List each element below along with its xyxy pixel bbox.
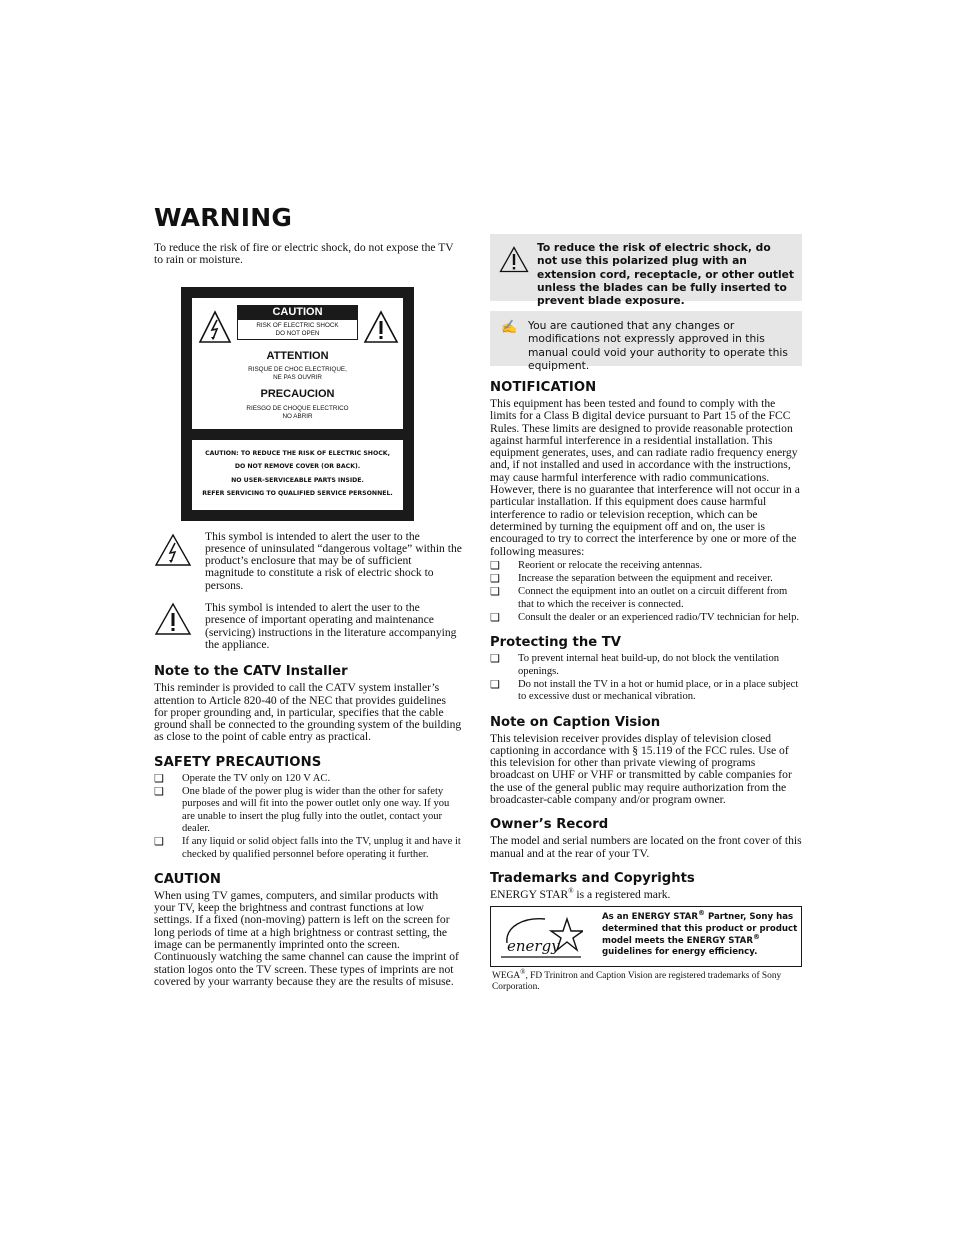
energy-star-line (490, 889, 802, 901)
trademarks-heading: Trademarks and Copyrights (490, 870, 695, 886)
precaucion-heading: PRECAUCION (260, 387, 335, 400)
pen-note-icon: ✍ (501, 319, 518, 334)
label-lower-line4: REFER SERVICING TO QUALIFIED SERVICE PERSONNEL. (202, 490, 393, 498)
notification-list (490, 560, 802, 624)
wega-name: WEGA (492, 971, 521, 982)
catv-body: This reminder is provided to call the CATV system installer’s attention to Article 820-40 of the NEC that provides guidelines for proper grounding and, in particular, specifies that the cable ground shall be connected to the grounding system of the building as close to the point of cable entry as practical. (154, 681, 462, 744)
energy-logo-text: energy (507, 937, 560, 956)
energy-star-name: ENERGY STAR (490, 887, 569, 901)
attention-heading: ATTENTION (266, 349, 329, 362)
label-lower-line3: NO USER-SERVICEABLE PARTS INSIDE. (231, 476, 364, 484)
safety-item-text: Operate the TV only on 120 V AC. (182, 772, 331, 784)
caution-label (181, 287, 414, 521)
caution-sub (237, 320, 358, 340)
notification-item-text: Connect the equipment into an outlet on a circuit different from that to which the receiver is connected. (518, 586, 788, 610)
notification-item-text: Increase the separation between the equipment and receiver. (518, 573, 773, 585)
protecting-heading: Protecting the TV (490, 635, 621, 651)
energy-star-box (490, 906, 802, 967)
symbol-note-voltage (154, 531, 462, 592)
owners-body: The model and serial numbers are located on the front cover of this manual and at the rear of your TV. (490, 834, 802, 860)
page-title: WARNING (154, 203, 293, 232)
right-column (490, 234, 802, 992)
caution-body: When using TV games, computers, and similar products with your TV, keep the brightness and contrast functions at low settings. If a fixed (non-moving) pattern is left on the screen for long periods of time at a high brightness or contrast setting, the image can be permanently imprinted onto the screen. Continuously watching the same channel can cause the imprint of station logos onto the TV screen. These types of imprints are not covered by your warranty because they are the results of misuse. (154, 888, 459, 988)
caution-heading: CAUTION (237, 305, 358, 320)
attention-sub2: NE PAS OUVRIR (273, 373, 322, 381)
checkbox-bullet-icon: ❑ (490, 573, 500, 586)
safety-heading: SAFETY PRECAUTIONS (154, 754, 322, 770)
caution-label-upper (192, 298, 403, 429)
protecting-list (490, 653, 802, 703)
precaucion-sub2: NO ABRIR (282, 412, 313, 420)
exclamation-icon (499, 246, 529, 273)
checkbox-bullet-icon: ❑ (490, 678, 500, 691)
list-item (490, 586, 802, 611)
list-item (154, 836, 462, 861)
attention-sub1: RISQUE DE CHOC ELECTRIQUE, (248, 365, 347, 373)
list-item (490, 560, 802, 572)
electric-shock-icon (198, 310, 232, 344)
symbol-exclamation-text: This symbol is intended to alert the user to the presence of important operating and maintenance (servicing) instructions in the literature accompanying the appliance. (205, 601, 457, 651)
checkbox-bullet-icon: ❑ (490, 612, 500, 625)
checkbox-bullet-icon: ❑ (490, 586, 500, 599)
caution-label-lower (192, 440, 403, 510)
checkbox-bullet-icon: ❑ (154, 772, 164, 785)
catv-heading: Note to the CATV Installer (154, 664, 348, 680)
energy-star-suffix: is a registered mark. (573, 887, 671, 901)
label-lower-line1: CAUTION: TO REDUCE THE RISK OF ELECTRIC SHOCK, (205, 449, 390, 457)
energy-statement-part1: As an ENERGY STAR (602, 912, 698, 923)
checkbox-bullet-icon: ❑ (154, 786, 164, 799)
exclamation-icon (154, 602, 192, 636)
modifications-text: You are cautioned that any changes or modifications not expressly approved in this manual could void your authority to operate this equipment. (528, 319, 788, 372)
notification-item-text: Consult the dealer or an experienced radio/TV technician for help. (518, 612, 800, 624)
symbol-note-exclamation (154, 602, 462, 651)
list-item (490, 612, 802, 624)
owners-heading: Owner’s Record (490, 817, 609, 833)
safety-item-text: One blade of the power plug is wider than the other for safety purposes and will fit into the power outlet only one way. If you are unable to insert the plug fully into the outlet, contact your dealer. (182, 786, 450, 834)
symbol-voltage-text: This symbol is intended to alert the user to the presence of uninsulated “dangerous voltage” within the product’s enclosure that may be of sufficient magnitude to constitute a risk of electric shock to persons. (205, 529, 462, 592)
plug-warning-text: To reduce the risk of electric shock, do not use this polarized plug with an extension cord, receptacle, or other outlet unless the blades can be fully inserted to prevent blade exposure. (537, 241, 795, 308)
precaucion-sub1: RIESGO DE CHOQUE ELECTRICO (246, 404, 349, 412)
checkbox-bullet-icon: ❑ (154, 836, 164, 849)
caution-sub-line2: DO NOT OPEN (275, 329, 320, 337)
checkbox-bullet-icon: ❑ (490, 653, 500, 666)
notification-heading: NOTIFICATION (490, 380, 597, 395)
wega-suffix: , FD Trinitron and Caption Vision are registered trademarks of Sony Corporation. (492, 971, 782, 992)
registered-mark: ® (697, 909, 705, 918)
exclamation-icon (363, 310, 399, 344)
protecting-item-text: To prevent internal heat build-up, do not block the ventilation openings. (518, 653, 780, 677)
caution-section-heading: CAUTION (154, 871, 222, 887)
intro-text: To reduce the risk of fire or electric shock, do not expose the TV to rain or moisture. (154, 241, 454, 267)
safety-item-text: If any liquid or solid object falls into the TV, unplug it and have it checked by qualified personnel before operating it further. (182, 836, 461, 860)
energy-statement-part2: Partner, Sony has determined that this product or product model meets the ENERGY STAR (602, 912, 798, 946)
list-item (490, 573, 802, 585)
list-item (154, 786, 462, 835)
caption-body: This television receiver provides display of television closed captioning in accordance with § 15.119 of the FCC rules. Use of this television for other than private viewing of programs broadcast on UHF or VHF or transmitted by cable companies for the use of the general public may require authorization from the broadcaster-cable company and/or program owner. (490, 731, 792, 807)
caution-sub-line1: RISK OF ELECTRIC SHOCK (256, 321, 339, 329)
electric-shock-icon (154, 533, 192, 567)
modifications-note-box (490, 311, 802, 372)
list-item (154, 773, 462, 785)
safety-list (154, 773, 462, 861)
left-column (154, 242, 462, 988)
list-item (490, 653, 802, 678)
wega-trademark-line (490, 968, 802, 992)
energy-star-logo (501, 913, 583, 961)
energy-star-statement (602, 909, 798, 959)
notification-body: This equipment has been tested and found to comply with the limits for a Class B digital device pursuant to Part 15 of the FCC Rules. These limits are designed to provide reasonable protection against harmful interference in a residential installation. This equipment generates, uses, and can radiate radio frequency energy and, if not installed and used in accordance with the instructions, may cause harmful interference with radio communications. However, there is no guarantee that interference will not occur in a particular installation. If this equipment does cause harmful interference to radio or television reception, which can be determined by turning the equipment off and on, the user is encouraged to try to correct the interference by one or more of the following measures: (490, 397, 800, 558)
registered-mark: ® (752, 932, 760, 941)
registered-mark: ® (520, 968, 526, 977)
protecting-item-text: Do not install the TV in a hot or humid place, or in a place subject to excessive dust or mechanical vibration. (518, 678, 799, 703)
notification-item-text: Reorient or relocate the receiving antennas. (518, 559, 703, 571)
energy-statement-part3: guidelines for energy efficiency. (602, 947, 758, 958)
plug-warning-box (490, 234, 802, 308)
registered-mark: ® (568, 887, 574, 896)
caption-heading: Note on Caption Vision (490, 714, 661, 730)
checkbox-bullet-icon: ❑ (490, 559, 500, 572)
list-item (490, 679, 802, 704)
label-lower-line2: DO NOT REMOVE COVER (OR BACK). (234, 463, 361, 471)
